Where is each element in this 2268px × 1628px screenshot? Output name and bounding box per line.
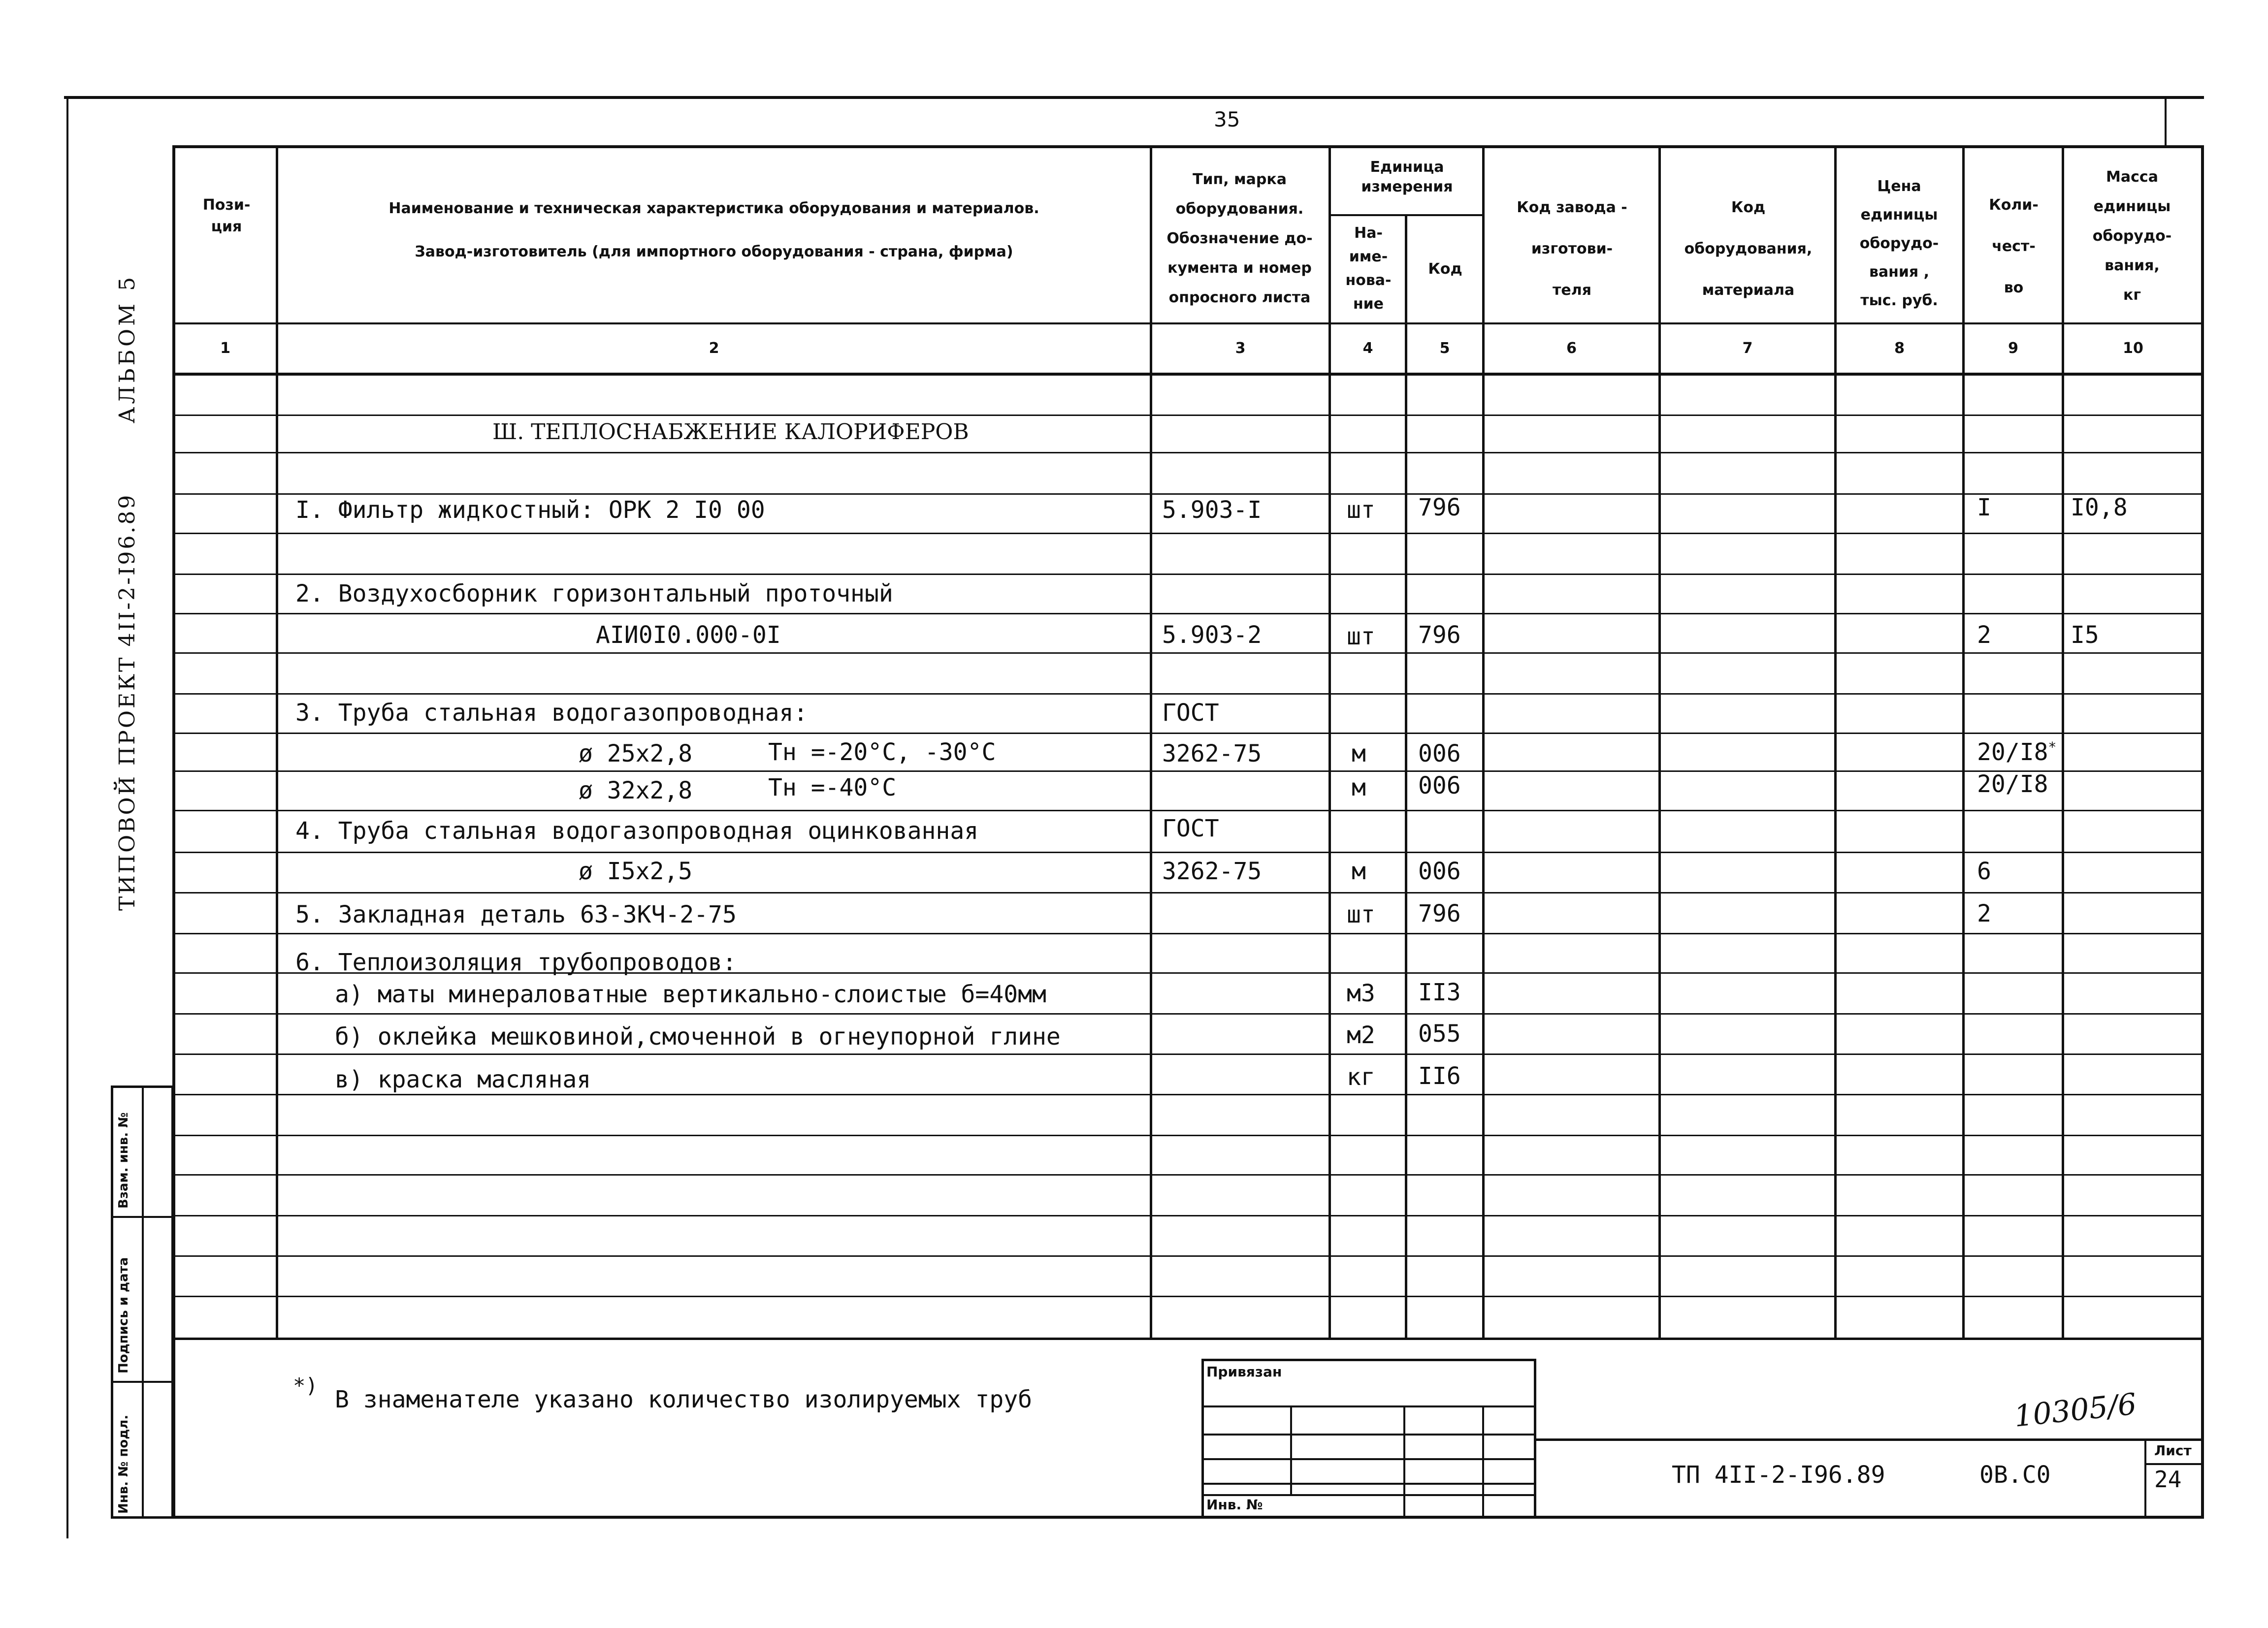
project-label: ТИПОВОЙ ПРОЕКТ 4II-2-I96.89 [115, 493, 140, 911]
row-mass: I0,8 [2071, 494, 2128, 521]
document-code: 0В.С0 [1979, 1461, 2051, 1489]
row-mass: I5 [2071, 621, 2099, 649]
row-name: 3. Труба стальная водогазопроводная: [295, 699, 808, 727]
row-unit: м [1352, 740, 1366, 767]
row-name: ø 25x2,8 [579, 740, 693, 767]
row-code: 006 [1418, 740, 1461, 767]
col-number: 7 [1742, 340, 1753, 357]
row-name: 5. Закладная деталь 63-3КЧ-2-75 [295, 901, 737, 928]
row-unit: м [1352, 858, 1366, 885]
row-code: II3 [1418, 979, 1461, 1006]
footnote-text: В знаменателе указано количество изолируемых труб [335, 1386, 1033, 1413]
row-qty: 2 [1977, 621, 1991, 649]
col-header-quantity: Коли- чест- во [1989, 196, 2039, 296]
row-name: 2. Воздухосборник горизонтальный проточный [295, 580, 893, 607]
row-code: 796 [1418, 621, 1461, 649]
sheet-number: 24 [2154, 1466, 2182, 1493]
row-code: 006 [1418, 772, 1461, 799]
col-header-material-code: Код оборудования, материала [1684, 199, 1813, 299]
row-name: ø 32x2,8 [579, 777, 693, 804]
row-name: 4. Труба стальная водогазопроводная оцинкованная [295, 817, 979, 845]
footnote-mark: *) [293, 1373, 318, 1398]
row-qty: 20/I8 [1977, 770, 2048, 798]
col-header-factory-code: Код завода - изготови- теля [1517, 199, 1627, 299]
row-unit: шт [1347, 496, 1375, 524]
top-border [64, 96, 2204, 99]
col-header-price: Цена единицы оборудо- вания , тыс. руб. [1859, 178, 1939, 309]
handwritten-number: 10305/6 [2012, 1387, 2138, 1434]
col-header-mass: Масса единицы оборудо- вания, кг [2092, 168, 2172, 304]
row-type: 5.903-2 [1162, 621, 1262, 649]
col-number: 1 [220, 340, 230, 357]
row-code: 006 [1418, 858, 1461, 885]
page-number: 35 [1214, 107, 1240, 131]
row-unit: м3 [1347, 980, 1375, 1007]
col-header-position: Пози- ция [202, 196, 251, 235]
row-type: 3262-75 [1162, 740, 1262, 767]
col-number: 6 [1566, 340, 1577, 357]
col-number: 10 [2123, 340, 2143, 357]
row-unit: шт [1347, 623, 1375, 650]
row-note: Тн =-20°С, -30°С [768, 738, 996, 766]
row-code: 796 [1418, 494, 1461, 521]
col-number: 5 [1439, 340, 1450, 357]
row-note: Тн =-40°С [768, 774, 897, 801]
row-code: 796 [1418, 900, 1461, 927]
row-unit: м [1352, 774, 1366, 801]
row-unit: м2 [1347, 1021, 1375, 1049]
field-signature-date: Подпись и дата [116, 1257, 131, 1373]
side-stamp-divider [142, 1085, 144, 1519]
col-header-name: Наименование и техническая характеристика оборудования и материалов. Завод-изготовитель (для импортного оборудования - страна, фирма) [389, 200, 1039, 260]
col-header-unit-code: Код [1428, 260, 1462, 278]
row-name: I. Фильтр жидкостный: ОРК 2 I0 00 [295, 496, 765, 524]
album-label: АЛЬБОМ 5 [115, 274, 140, 423]
row-type: 3262-75 [1162, 858, 1262, 885]
row-unit: кг [1347, 1063, 1375, 1091]
col-number: 2 [709, 340, 719, 357]
row-type: 5.903-I [1162, 496, 1262, 524]
row-name: ø I5x2,5 [579, 858, 693, 885]
row-name: 6. Теплоизоляция трубопроводов: [295, 949, 737, 976]
row-unit: шт [1347, 901, 1375, 928]
bound-label: Привязан [1206, 1364, 1282, 1380]
row-name: АIИ0I0.000-0I [596, 621, 781, 649]
row-name: в) краска масляная [335, 1066, 591, 1093]
col-number: 4 [1362, 340, 1373, 357]
field-replace-inv: Взам. инв. № [116, 1112, 131, 1209]
sheet-label: Лист [2154, 1442, 2192, 1459]
footnote-mark: * [2048, 739, 2057, 755]
col-number: 3 [1235, 340, 1246, 357]
row-name: б) оклейка мешковиной,смоченной в огнеупорной глине [335, 1023, 1061, 1051]
field-original-inv: Инв. № подл. [116, 1414, 131, 1514]
document-designation: ТП 4II-2-I96.89 [1672, 1461, 1885, 1489]
row-qty: I [1977, 494, 1991, 521]
row-code: II6 [1418, 1062, 1461, 1090]
col-header-type: Тип, марка оборудования. Обозначение до- кумента и номер опросного листа [1166, 171, 1313, 306]
top-right-tick [2165, 96, 2167, 145]
row-type: ГОСТ [1162, 699, 1219, 727]
col-header-unit: Единица измерения [1361, 159, 1453, 195]
row-qty: 6 [1977, 858, 1991, 885]
row-qty: 20/I8* [1977, 738, 2057, 766]
section-title: Ш. ТЕПЛОСНАБЖЕНИЕ КАЛОРИФЕРОВ [492, 419, 969, 445]
row-qty: 2 [1977, 900, 1991, 927]
left-margin-line [66, 96, 68, 1538]
col-header-unit-name: На- име- нова- ние [1345, 224, 1392, 313]
row-code: 055 [1418, 1020, 1461, 1048]
row-name: а) маты минераловатные вертикально-слоистые б=40мм [335, 981, 1046, 1008]
row-type: ГОСТ [1162, 815, 1219, 842]
col-number: 8 [1894, 340, 1905, 357]
inv-label: Инв. № [1206, 1497, 1263, 1513]
col-number: 9 [2008, 340, 2018, 357]
